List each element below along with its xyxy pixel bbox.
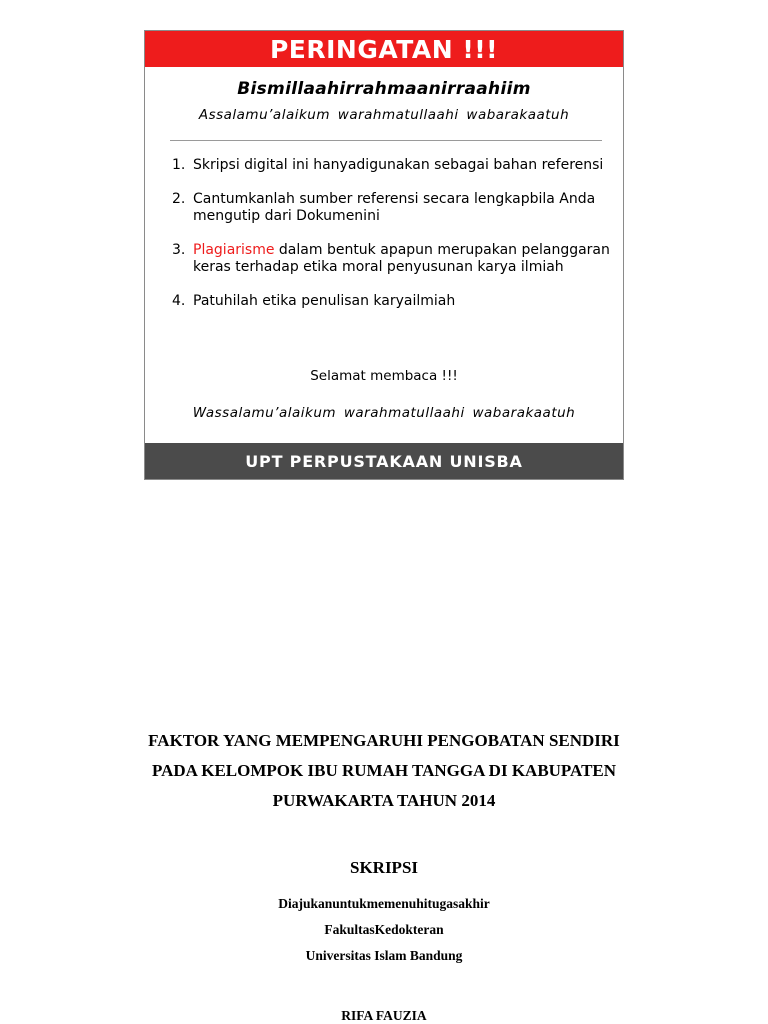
rule-number: 4. bbox=[172, 293, 186, 309]
title-line-3: PURWAKARTA TAHUN 2014 bbox=[272, 791, 496, 810]
document-type: SKRIPSI bbox=[349, 858, 419, 877]
rule-text: dalam bentuk apapun merupakan pelanggaran keras terhadap etika moral penyusunan karya ilmiah bbox=[193, 242, 610, 275]
rule-text: Cantumkanlah sumber referensi secara lengkapbila Anda mengutip dari Dokumenini bbox=[193, 191, 596, 224]
rules-list bbox=[172, 157, 622, 327]
greeting-bismillah: Bismillaahirrahmaanirraahiim bbox=[237, 79, 531, 99]
rule-item-4 bbox=[172, 293, 622, 310]
university-name: Universitas Islam Bandung bbox=[305, 948, 463, 963]
submission-purpose: Diajukanuntukmemenuhitugasakhir bbox=[278, 896, 490, 911]
faculty-name: FakultasKedokteran bbox=[324, 922, 444, 937]
closing-read: Selamat membaca !!! bbox=[310, 368, 458, 384]
title-line-1: FAKTOR YANG MEMPENGARUHI PENGOBATAN SENDIRI bbox=[148, 731, 620, 750]
rule-item-3 bbox=[172, 242, 622, 276]
warning-notice bbox=[144, 30, 624, 480]
rule-number: 2. bbox=[172, 191, 186, 207]
rule-item-1 bbox=[172, 157, 622, 174]
greeting-salam: Assalamu’alaikum warahmatullaahi wabarakaatuh bbox=[198, 107, 570, 123]
author-name: RIFA FAUZIA bbox=[341, 1008, 427, 1023]
rule-text: Patuhilah etika penulisan karyailmiah bbox=[193, 293, 456, 309]
rule-number: 1. bbox=[172, 157, 186, 173]
plagiarism-highlight: Plagiarisme bbox=[193, 242, 275, 258]
thesis-title bbox=[0, 726, 768, 816]
notice-header: PERINGATAN !!! bbox=[145, 31, 623, 67]
notice-footer: UPT PERPUSTAKAAN UNISBA bbox=[145, 443, 623, 479]
rule-item-2 bbox=[172, 191, 622, 225]
divider bbox=[170, 140, 602, 141]
rule-text: Skripsi digital ini hanyadigunakan sebagai bahan referensi bbox=[193, 157, 604, 173]
rule-number: 3. bbox=[172, 242, 186, 258]
title-line-2: PADA KELOMPOK IBU RUMAH TANGGA DI KABUPATEN bbox=[151, 761, 617, 780]
closing-salam: Wassalamu’alaikum warahmatullaahi wabarakaatuh bbox=[192, 405, 576, 421]
